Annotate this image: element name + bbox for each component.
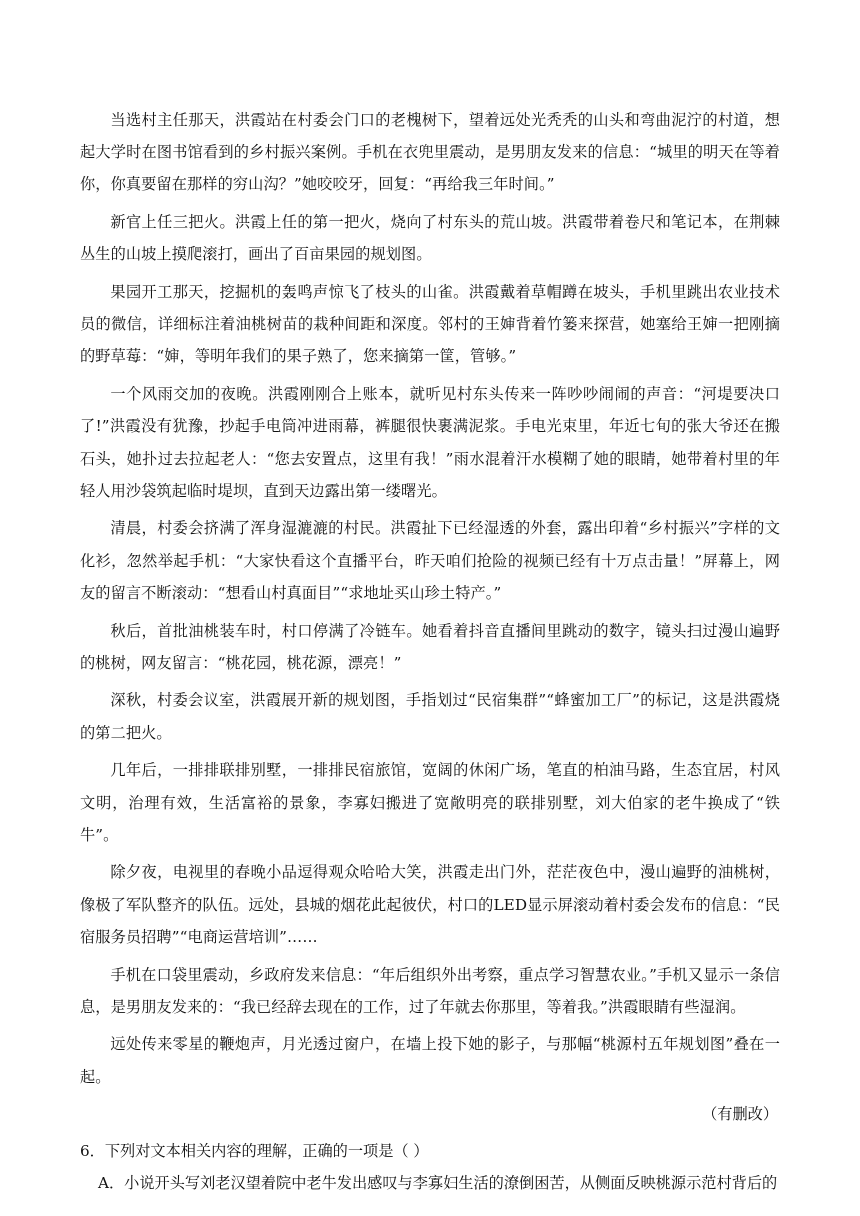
question-stem: 6．下列对文本相关内容的理解，正确的一项是（ ）	[80, 1142, 429, 1161]
passage-paragraph-1: 当选村主任那天，洪霞站在村委会门口的老槐树下，望着远处光秃秃的山头和弯曲泥泞的村道，想起大学时在图书馆看到的乡村振兴案例。手机在衣兜里震动，是男朋友发来的信息：“城里的明天在等着你，你真要留在那样的穷山沟？”她咬咬牙，回复：“再给我三年时间。”	[80, 111, 780, 194]
passage-paragraph-9: 除夕夜，电视里的春晚小品逗得观众哈哈大笑，洪霞走出门外，茫茫夜色中，漫山遍野的油桃树，像极了军队整齐的队伍。远处，县城的烟花此起彼伏，村口的LED显示屏滚动着村委会发布的信息：“民宿服务员招聘”“电商运营培训”……	[80, 863, 780, 946]
passage-paragraph-6: 秋后，首批油桃装车时，村口停满了冷链车。她看着抖音直播间里跳动的数字，镜头扫过漫山遍野的桃树，网友留言：“桃花园，桃花源，漂亮！”	[80, 621, 780, 672]
passage-paragraph-4: 一个风雨交加的夜晚。洪霞刚刚合上账本，就听见村东头传来一阵吵吵闹闹的声音：“河堤要决口了!”洪霞没有犹豫，抄起手电筒冲进雨幕，裤腿很快裹满泥浆。手电光束里，年近七旬的张大爷还在搬石头，她扑过去拉起老人：“您去安置点，这里有我！”雨水混着汗水模糊了她的眼睛，她带着村里的年轻人用沙袋筑起临时堤坝，直到天边露出第一缕曙光。	[80, 385, 780, 500]
passage-paragraph-8: 几年后，一排排联排别墅，一排排民宿旅馆，宽阔的休闲广场，笔直的柏油马路，生态宜居，村风文明，治理有效，生活富裕的景象，李寡妇搬进了宽敞明亮的联排别墅，刘大伯家的老牛换成了“铁牛”。	[80, 761, 780, 844]
passage-paragraph-2: 新官上任三把火。洪霞上任的第一把火，烧向了村东头的荒山坡。洪霞带着卷尺和笔记本，在荆棘丛生的山坡上摸爬滚打，画出了百亩果园的规划图。	[80, 213, 780, 264]
story-passage	[80, 104, 780, 1130]
passage-paragraph-7: 深秋，村委会议室，洪霞展开新的规划图，手指划过“民宿集群”“蜂蜜加工厂”的标记，这是洪霞烧的第二把火。	[80, 691, 780, 742]
source-note: （有删改）	[702, 1105, 778, 1124]
passage-paragraph-11: 远处传来零星的鞭炮声，月光透过窗户，在墙上投下她的影子，与那幅“桃源村五年规划图”叠在一起。	[80, 1035, 780, 1086]
question-block	[80, 1135, 780, 1199]
passage-paragraph-5: 清晨，村委会挤满了浑身湿漉漉的村民。洪霞扯下已经湿透的外套，露出印着“乡村振兴”字样的文化衫，忽然举起手机：“大家快看这个直播平台，昨天咱们抢险的视频已经有十万点击量！”屏幕上，网友的留言不断滚动：“想看山村真面目”“求地址买山珍土特产。”	[80, 519, 780, 602]
passage-paragraph-3: 果园开工那天，挖掘机的轰鸣声惊飞了枝头的山雀。洪霞戴着草帽蹲在坡头，手机里跳出农业技术员的微信，详细标注着油桃树苗的栽种间距和深度。邻村的王婶背着竹篓来探营，她塞给王婶一把刚摘的野草莓：“婶，等明年我们的果子熟了，您来摘第一筐，管够。”	[80, 283, 780, 366]
document-body	[80, 104, 780, 1199]
passage-paragraph-10: 手机在口袋里震动，乡政府发来信息：“年后组织外出考察，重点学习智慧农业。”手机又显示一条信息，是男朋友发来的：“我已经辞去现在的工作，过了年就去你那里，等着我。”洪霞眼睛有些湿润。	[80, 965, 780, 1016]
option-a: A．小说开头写刘老汉望着院中老牛发出感叹与李寡妇生活的潦倒困苦，从侧面反映桃源示范村背后的	[98, 1174, 778, 1193]
